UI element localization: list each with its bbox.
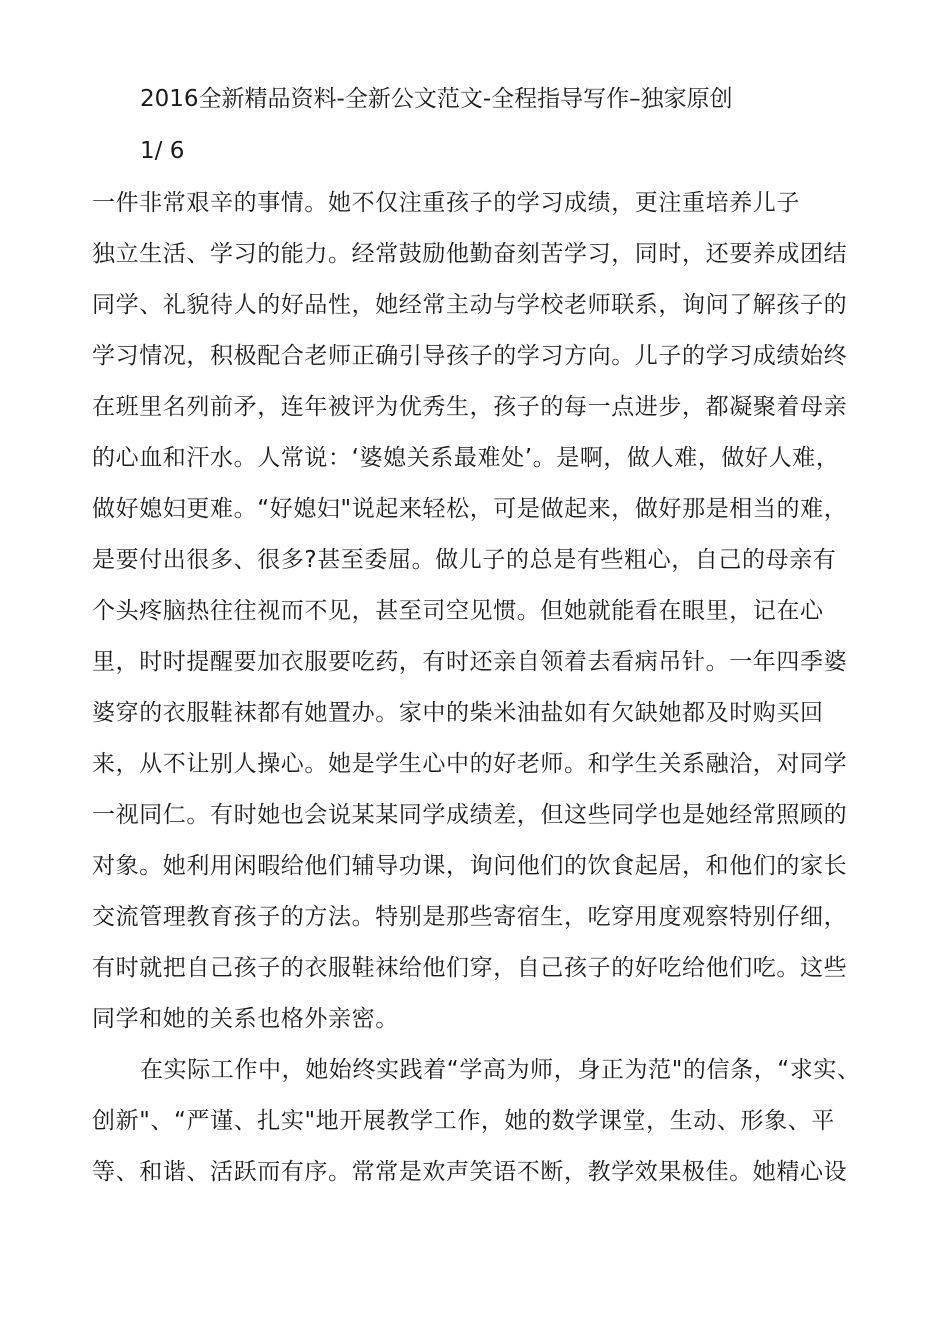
paragraph-line: 在实际工作中，她始终实践着“学高为师，身正为范"的信条，“求实、 <box>140 1057 861 1083</box>
page-number: 1/ 6 <box>140 138 185 164</box>
paragraph-line: 做好媳妇更难。“好媳妇"说起来轻松，可是做起来，做好那是相当的难， <box>92 496 848 522</box>
paragraph-line: 学习情况，积极配合老师正确引导孩子的学习方向。儿子的学习成绩始终 <box>92 343 848 369</box>
paragraph-line: 婆穿的衣服鞋袜都有她置办。家中的柴米油盐如有欠缺她都及时购买回 <box>92 700 824 726</box>
paragraph-line: 独立生活、学习的能力。经常鼓励他勤奋刻苦学习，同时，还要养成团结 <box>92 241 848 267</box>
paragraph-line: 创新"、“严谨、扎实"地开展教学工作，她的数学课堂，生动、形象、平 <box>92 1108 835 1134</box>
paragraph-line: 交流管理教育孩子的方法。特别是那些寄宿生，吃穿用度观察特别仔细， <box>92 904 848 930</box>
paragraph-line: 一件非常艰辛的事情。她不仅注重孩子的学习成绩，更注重培养儿子 <box>92 190 800 216</box>
paragraph-line: 里，时时提醒要加衣服要吃药，有时还亲自领着去看病吊针。一年四季婆 <box>92 649 848 675</box>
paragraph-line: 是要付出很多、很多?甚至委屈。做儿子的总是有些粗心，自己的母亲有 <box>92 547 837 573</box>
paragraph-line: 来，从不让别人操心。她是学生心中的好老师。和学生关系融洽，对同学 <box>92 751 848 777</box>
paragraph-line: 等、和谐、活跃而有序。常常是欢声笑语不断，教学效果极佳。她精心设 <box>92 1159 848 1185</box>
paragraph-line: 对象。她利用闲暇给他们辅导功课，询问他们的饮食起居，和他们的家长 <box>92 853 848 879</box>
paragraph-line: 个头疼脑热往往视而不见，甚至司空见惯。但她就能看在眼里，记在心 <box>92 598 824 624</box>
paragraph-line: 同学和她的关系也格外亲密。 <box>92 1006 399 1032</box>
document-header-title: 2016全新精品资料-全新公文范文-全程指导写作–独家原创 <box>140 86 733 112</box>
paragraph-line: 的心血和汗水。人常说：‘婆媳关系最难处’。是啊，做人难，做好人难， <box>92 445 840 471</box>
paragraph-line: 有时就把自己孩子的衣服鞋袜给他们穿，自己孩子的好吃给他们吃。这些 <box>92 955 848 981</box>
paragraph-line: 同学、礼貌待人的好品性，她经常主动与学校老师联系，询问了解孩子的 <box>92 292 848 318</box>
paragraph-line: 一视同仁。有时她也会说某某同学成绩差，但这些同学也是她经常照顾的 <box>92 802 848 828</box>
paragraph-line: 在班里名列前矛，连年被评为优秀生，孩子的每一点进步，都凝聚着母亲 <box>92 394 848 420</box>
